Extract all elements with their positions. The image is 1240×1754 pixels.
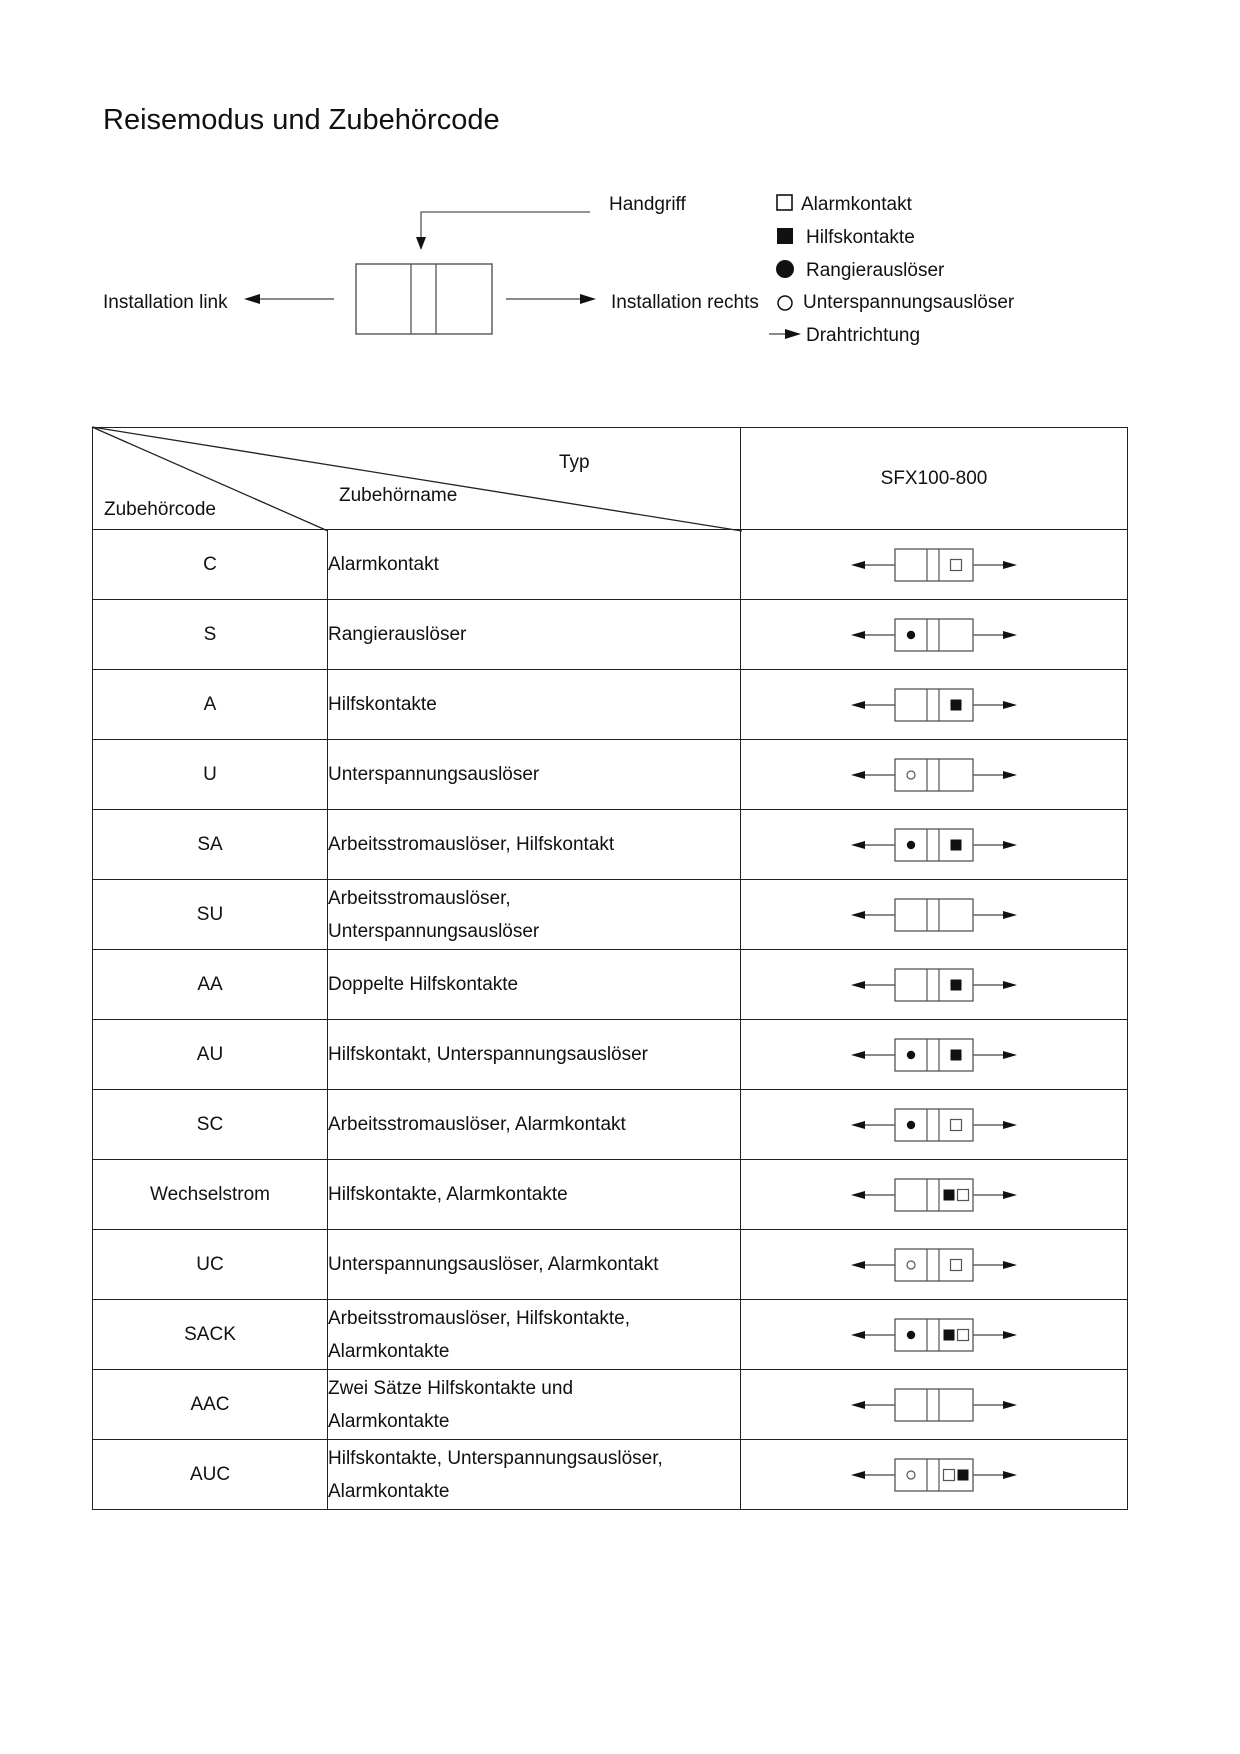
filled-circle-icon: [907, 630, 915, 638]
right-arrow-icon: [1003, 1331, 1017, 1339]
empty-square-icon: [944, 1469, 955, 1480]
table-row: [93, 1230, 1128, 1300]
filled-square-icon: [951, 1049, 962, 1060]
diagonal-header-cell: [93, 428, 741, 530]
wiring-symbol-cell: [741, 1230, 1128, 1300]
accessory-name: Doppelte Hilfskontakte: [328, 950, 741, 1020]
breaker-box: [895, 619, 973, 651]
left-arrow-icon: [851, 561, 865, 569]
table-header-row: [93, 428, 1128, 530]
empty-square-icon: [958, 1329, 969, 1340]
accessory-name: Arbeitsstromauslöser, Unterspannungsauslöser: [328, 880, 741, 950]
legend-label: Alarmkontakt: [801, 194, 912, 215]
left-arrow-icon: [851, 1051, 865, 1059]
filled-circle-icon: [907, 840, 915, 848]
accessory-code: S: [93, 600, 328, 670]
breaker-symbol: [849, 1385, 1019, 1425]
empty-square-icon: [777, 195, 792, 210]
breaker-box: [895, 1389, 973, 1421]
accessory-code: UC: [93, 1230, 328, 1300]
table-row: [93, 1160, 1128, 1230]
wiring-symbol-cell: [741, 1160, 1128, 1230]
breaker-symbol: [849, 1455, 1019, 1495]
left-arrow-icon: [851, 1191, 865, 1199]
wiring-symbol-cell: [741, 600, 1128, 670]
breaker-symbol: [849, 825, 1019, 865]
filled-circle-icon: [907, 1050, 915, 1058]
handle-arrow-icon: [416, 237, 426, 250]
breaker-symbol: [849, 1035, 1019, 1075]
accessory-code: SU: [93, 880, 328, 950]
accessory-code: A: [93, 670, 328, 740]
header-type-label: Typ: [559, 452, 590, 473]
wiring-symbol-cell: [741, 1370, 1128, 1440]
right-arrow-icon: [1003, 561, 1017, 569]
table-row: [93, 1090, 1128, 1160]
wiring-symbol-cell: [741, 1020, 1128, 1090]
breaker-symbol: [849, 1245, 1019, 1285]
left-arrow-icon: [851, 631, 865, 639]
accessory-name: Hilfskontakte: [328, 670, 741, 740]
install-left-label: Installation link: [103, 292, 228, 313]
right-arrow-icon: [1003, 1471, 1017, 1479]
breaker-symbol: [849, 965, 1019, 1005]
breaker-symbol: [849, 755, 1019, 795]
left-arrow-icon: [244, 294, 334, 304]
breaker-box: [895, 1179, 973, 1211]
accessory-name: Alarmkontakt: [328, 530, 741, 600]
wiring-symbol-cell: [741, 950, 1128, 1020]
filled-square-icon: [944, 1329, 955, 1340]
filled-circle-icon: [776, 260, 794, 278]
page-title: Reisemodus und Zubehörcode: [103, 104, 500, 136]
filled-circle-icon: [907, 1120, 915, 1128]
accessory-name: Hilfskontakte, Alarmkontakte: [328, 1160, 741, 1230]
right-arrow-icon: [1003, 841, 1017, 849]
table-row: [93, 1440, 1128, 1510]
breaker-symbol: [849, 895, 1019, 935]
wiring-symbol-cell: [741, 740, 1128, 810]
accessory-code-table: [92, 427, 1128, 1510]
right-arrow-icon: [1003, 1051, 1017, 1059]
empty-circle-icon: [907, 1471, 915, 1479]
accessory-name: Arbeitsstromauslöser, Alarmkontakt: [328, 1090, 741, 1160]
filled-square-icon: [951, 979, 962, 990]
right-arrow-icon: [1003, 981, 1017, 989]
accessory-code: SACK: [93, 1300, 328, 1370]
filled-circle-icon: [907, 1330, 915, 1338]
right-arrow-icon: [1003, 911, 1017, 919]
table-row: [93, 1370, 1128, 1440]
legend-label: Hilfskontakte: [806, 227, 915, 248]
accessory-code: AAC: [93, 1370, 328, 1440]
breaker-box: [356, 264, 492, 334]
wiring-symbol-cell: [741, 1090, 1128, 1160]
legend-label: Drahtrichtung: [806, 325, 921, 346]
table-row: [93, 1300, 1128, 1370]
right-arrow-icon: [1003, 1121, 1017, 1129]
table-row: [93, 600, 1128, 670]
table-row: [93, 810, 1128, 880]
right-arrow-icon: [1003, 771, 1017, 779]
wiring-symbol-cell: [741, 670, 1128, 740]
left-arrow-icon: [851, 1401, 865, 1409]
empty-circle-icon: [778, 296, 792, 310]
table-row: [93, 880, 1128, 950]
header-model-label: SFX100-800: [741, 428, 1128, 530]
wiring-symbol-cell: [741, 530, 1128, 600]
legend-label: Unterspannungsauslöser: [803, 292, 1015, 313]
filled-square-icon: [777, 228, 793, 244]
left-arrow-icon: [851, 771, 865, 779]
handle-leader-line: [421, 212, 590, 240]
accessory-name: Unterspannungsauslöser: [328, 740, 741, 810]
accessory-name: Hilfskontakt, Unterspannungsauslöser: [328, 1020, 741, 1090]
breaker-symbol: [849, 1175, 1019, 1215]
right-arrow-icon: [1003, 631, 1017, 639]
breaker-symbol: [849, 1315, 1019, 1355]
wiring-symbol-cell: [741, 1440, 1128, 1510]
accessory-code: SA: [93, 810, 328, 880]
right-arrow-icon: [1003, 1191, 1017, 1199]
right-arrow-icon: [506, 294, 596, 304]
accessory-name: Rangierauslöser: [328, 600, 741, 670]
accessory-code: SC: [93, 1090, 328, 1160]
table-row: [93, 670, 1128, 740]
accessory-name: Arbeitsstromauslöser, Hilfskontakt: [328, 810, 741, 880]
breaker-symbol: [849, 1105, 1019, 1145]
table-row: [93, 530, 1128, 600]
left-arrow-icon: [851, 841, 865, 849]
handle-label: Handgriff: [609, 194, 686, 215]
left-arrow-icon: [851, 1261, 865, 1269]
empty-square-icon: [951, 1259, 962, 1270]
table-row: [93, 950, 1128, 1020]
accessory-code: AUC: [93, 1440, 328, 1510]
wiring-symbol-cell: [741, 810, 1128, 880]
legend: [769, 194, 1015, 346]
accessory-code: C: [93, 530, 328, 600]
filled-square-icon: [951, 699, 962, 710]
accessory-code: Wechselstrom: [93, 1160, 328, 1230]
left-arrow-icon: [851, 1121, 865, 1129]
left-arrow-icon: [851, 701, 865, 709]
accessory-code: U: [93, 740, 328, 810]
install-right-label: Installation rechts: [611, 292, 759, 313]
arrow-icon: [769, 329, 801, 339]
accessory-code: AA: [93, 950, 328, 1020]
breaker-box: [895, 1319, 973, 1351]
empty-circle-icon: [907, 1261, 915, 1269]
breaker-symbol: [849, 545, 1019, 585]
empty-square-icon: [951, 559, 962, 570]
left-arrow-icon: [851, 981, 865, 989]
right-arrow-icon: [1003, 1261, 1017, 1269]
right-arrow-icon: [1003, 1401, 1017, 1409]
right-arrow-icon: [1003, 701, 1017, 709]
empty-circle-icon: [907, 771, 915, 779]
wiring-symbol-cell: [741, 1300, 1128, 1370]
breaker-symbol: [849, 685, 1019, 725]
accessory-name: Hilfskontakte, Unterspannungsauslöser, Alarmkontakte: [328, 1440, 741, 1510]
left-arrow-icon: [851, 1471, 865, 1479]
accessory-name: Zwei Sätze Hilfskontakte und Alarmkontakte: [328, 1370, 741, 1440]
filled-square-icon: [958, 1469, 969, 1480]
installation-diagram: [0, 0, 1240, 360]
table-row: [93, 740, 1128, 810]
empty-square-icon: [951, 1119, 962, 1130]
header-code-label: Zubehörcode: [104, 499, 216, 520]
accessory-code: AU: [93, 1020, 328, 1090]
accessory-name: Unterspannungsauslöser, Alarmkontakt: [328, 1230, 741, 1300]
accessory-name: Arbeitsstromauslöser, Hilfskontakte, Alarmkontakte: [328, 1300, 741, 1370]
breaker-symbol: [849, 615, 1019, 655]
filled-square-icon: [944, 1189, 955, 1200]
breaker-box: [895, 899, 973, 931]
header-name-label: Zubehörname: [339, 485, 458, 506]
wiring-symbol-cell: [741, 880, 1128, 950]
filled-square-icon: [951, 839, 962, 850]
table-row: [93, 1020, 1128, 1090]
left-arrow-icon: [851, 1331, 865, 1339]
legend-label: Rangierauslöser: [806, 260, 945, 281]
left-arrow-icon: [851, 911, 865, 919]
empty-square-icon: [958, 1189, 969, 1200]
